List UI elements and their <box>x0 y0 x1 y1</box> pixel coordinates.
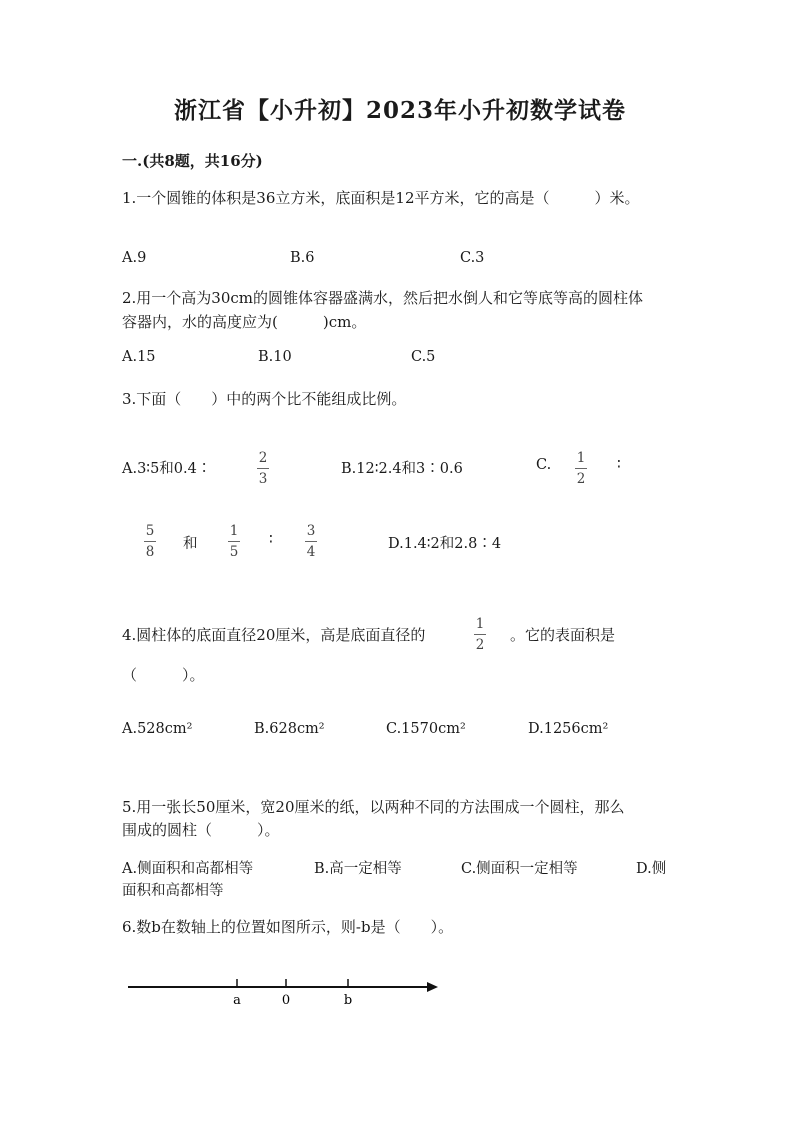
question-2-line1: 2.用一个高为30cm的圆锥体容器盛满水，然后把水倒人和它等底等高的圆柱体 <box>122 289 644 307</box>
fraction-numerator: 1 <box>576 450 586 466</box>
question-4-line2: （ ）。 <box>122 666 205 684</box>
fraction-bar <box>144 541 156 542</box>
axis-label-a: a <box>233 993 241 1008</box>
q2-option-a: A.15 <box>122 349 156 365</box>
question-4-text-a: 4.圆柱体的底面直径20厘米，高是底面直径的 <box>122 626 426 644</box>
q3-option-d: D.1.4∶2和2.8∶4 <box>388 536 502 552</box>
fraction-denominator: 4 <box>306 544 316 560</box>
number-line-arrow <box>427 982 438 992</box>
q3-fraction-c2 <box>144 523 156 560</box>
q5-option-d-continued: 面积和高都相等 <box>122 883 224 899</box>
question-5-line2: 围成的圆柱（ ）。 <box>122 821 280 839</box>
q5-option-b: B.高一定相等 <box>314 861 402 877</box>
question-2-line2: 容器内，水的高度应为( )cm。 <box>122 313 367 331</box>
q4-fraction <box>474 616 486 653</box>
q5-option-c: C.侧面积一定相等 <box>461 861 578 877</box>
section-header: 一.(共8题，共16分) <box>122 152 263 170</box>
q4-option-c: C.1570cm² <box>386 721 466 737</box>
page-title: 浙江省【小升初】2023年小升初数学试卷 <box>173 97 626 124</box>
axis-label-zero: 0 <box>281 993 291 1008</box>
fraction-bar <box>257 468 269 469</box>
fraction-denominator: 8 <box>145 544 155 560</box>
fraction-denominator: 2 <box>475 637 485 653</box>
q3-and-label: 和 <box>183 536 198 552</box>
number-line-diagram <box>120 968 450 1018</box>
axis-label-b: b <box>343 993 353 1008</box>
fraction-numerator: 1 <box>229 523 239 539</box>
q1-option-c: C.3 <box>460 250 485 266</box>
question-4-text-b: 。它的表面积是 <box>510 626 616 644</box>
fraction-numerator: 5 <box>145 523 155 539</box>
q5-option-d: D.侧 <box>636 861 667 877</box>
q1-option-a: A.9 <box>122 250 147 266</box>
q5-option-a: A.侧面积和高都相等 <box>122 861 254 877</box>
fraction-bar <box>575 468 587 469</box>
fraction-bar <box>474 634 486 635</box>
q3-colon-2: ∶ <box>269 532 273 548</box>
fraction-denominator: 5 <box>229 544 239 560</box>
q3-fraction-c4 <box>305 523 317 560</box>
fraction-numerator: 2 <box>258 450 268 466</box>
fraction-bar <box>228 541 240 542</box>
fraction-bar <box>305 541 317 542</box>
q4-option-d: D.1256cm² <box>528 721 609 737</box>
q3-colon-1: ∶ <box>617 457 621 473</box>
q2-option-c: C.5 <box>411 349 436 365</box>
q1-option-b: B.6 <box>290 250 315 266</box>
fraction-numerator: 3 <box>306 523 316 539</box>
question-6-text: 6.数b在数轴上的位置如图所示，则-b是（ ）。 <box>122 918 454 936</box>
question-1-text: 1.一个圆锥的体积是36立方米，底面积是12平方米，它的高是（ ）米。 <box>122 189 640 207</box>
fraction-numerator: 1 <box>475 616 485 632</box>
q3-fraction-c1 <box>575 450 587 487</box>
q3-fraction-a <box>257 450 269 487</box>
q3-option-a: A.3∶5和0.4∶ <box>122 461 212 477</box>
q3-fraction-c3 <box>228 523 240 560</box>
q2-option-b: B.10 <box>258 349 292 365</box>
fraction-denominator: 2 <box>576 471 586 487</box>
q4-option-b: B.628cm² <box>254 721 325 737</box>
q3-option-b: B.12∶2.4和3∶0.6 <box>341 461 463 477</box>
q3-option-c: C. <box>536 457 552 473</box>
fraction-denominator: 3 <box>258 471 268 487</box>
q4-option-a: A.528cm² <box>122 721 193 737</box>
question-3-text: 3.下面（ ）中的两个比不能组成比例。 <box>122 390 407 408</box>
question-5-line1: 5.用一张长50厘米，宽20厘米的纸，以两种不同的方法围成一个圆柱，那么 <box>122 798 625 816</box>
